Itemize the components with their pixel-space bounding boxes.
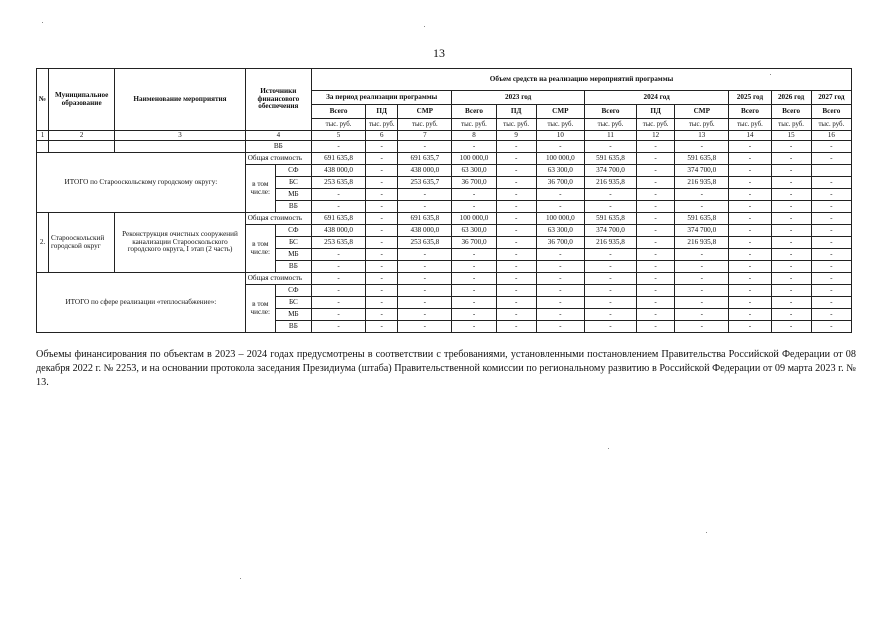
column-number: 1	[37, 131, 49, 141]
value-cell: 374 700,0	[584, 225, 636, 237]
project-event: Реконструкция очистных сооружений канализации Старооскольского городского округа, I этап (2 часть)	[115, 213, 245, 273]
value-cell: -	[637, 141, 675, 153]
value-cell: -	[496, 153, 536, 165]
value-cell: -	[729, 225, 771, 237]
value-cell: -	[811, 309, 851, 321]
sub-header: Всего	[811, 105, 851, 119]
value-cell: -	[496, 237, 536, 249]
value-cell: -	[729, 285, 771, 297]
source-cell: БС	[275, 297, 311, 309]
value-cell: 216 935,8	[675, 177, 729, 189]
value-cell: -	[811, 237, 851, 249]
value-cell: -	[366, 201, 398, 213]
value-cell: -	[771, 201, 811, 213]
value-cell: -	[771, 273, 811, 285]
value-cell: -	[496, 189, 536, 201]
year-2025-header: 2025 год	[729, 91, 771, 105]
sub-header: Всего	[311, 105, 365, 119]
source-cell: ВБ	[275, 321, 311, 333]
value-cell: -	[675, 249, 729, 261]
year-2023-header: 2023 год	[452, 91, 584, 105]
value-cell: -	[366, 141, 398, 153]
value-cell: -	[536, 201, 584, 213]
column-number: 6	[366, 131, 398, 141]
value-cell: 691 635,7	[398, 153, 452, 165]
unit-cell: тыс. руб.	[311, 119, 365, 131]
source-cell: БС	[275, 177, 311, 189]
column-number: 4	[245, 131, 311, 141]
value-cell: 253 635,7	[398, 177, 452, 189]
value-cell: -	[496, 165, 536, 177]
column-number: 2	[49, 131, 115, 141]
value-cell: 253 635,8	[311, 177, 365, 189]
unit-cell: тыс. руб.	[452, 119, 496, 131]
value-cell: -	[496, 285, 536, 297]
source-cell: Общая стоимость	[245, 213, 311, 225]
value-cell: -	[366, 213, 398, 225]
value-cell: -	[771, 165, 811, 177]
table-row	[37, 141, 852, 153]
value-cell: -	[584, 297, 636, 309]
value-cell: -	[637, 213, 675, 225]
value-cell: -	[637, 177, 675, 189]
sub-header: Всего	[584, 105, 636, 119]
value-cell: 438 000,0	[311, 165, 365, 177]
value-cell: -	[366, 309, 398, 321]
value-cell: -	[536, 189, 584, 201]
value-cell: -	[675, 201, 729, 213]
value-cell: -	[452, 297, 496, 309]
value-cell: -	[398, 201, 452, 213]
column-number: 3	[115, 131, 245, 141]
value-cell: -	[584, 141, 636, 153]
value-cell: -	[366, 225, 398, 237]
value-cell: -	[771, 237, 811, 249]
value-cell: -	[637, 201, 675, 213]
value-cell: -	[398, 285, 452, 297]
column-number: 11	[584, 131, 636, 141]
unit-cell: тыс. руб.	[398, 119, 452, 131]
value-cell	[811, 165, 851, 177]
column-number: 16	[811, 131, 851, 141]
value-cell: -	[675, 321, 729, 333]
itogo-sphere-label: ИТОГО по сфере реализации «теплоснабжение»:	[37, 273, 246, 333]
value-cell: -	[311, 261, 365, 273]
incl-label: в том числе:	[245, 225, 275, 273]
column-number: 13	[675, 131, 729, 141]
project-municipality: Старооскольский городской округ	[49, 213, 115, 273]
value-cell: 36 700,0	[452, 177, 496, 189]
value-cell: -	[311, 321, 365, 333]
value-cell: -	[311, 141, 365, 153]
value-cell: -	[366, 273, 398, 285]
value-cell: -	[771, 249, 811, 261]
value-cell: -	[584, 189, 636, 201]
value-cell: -	[637, 225, 675, 237]
col-no-header: №	[37, 69, 49, 131]
value-cell: -	[366, 249, 398, 261]
value-cell: -	[496, 141, 536, 153]
unit-cell: тыс. руб.	[675, 119, 729, 131]
value-cell: -	[496, 309, 536, 321]
value-cell: 374 700,0	[584, 165, 636, 177]
scan-speck	[42, 22, 43, 23]
source-cell: Общая стоимость	[245, 153, 311, 165]
value-cell: -	[729, 321, 771, 333]
value-cell: -	[637, 273, 675, 285]
value-cell: -	[675, 141, 729, 153]
value-cell: -	[496, 249, 536, 261]
value-cell: -	[496, 297, 536, 309]
value-cell: 63 300,0	[536, 225, 584, 237]
value-cell: -	[584, 201, 636, 213]
value-cell: -	[811, 141, 851, 153]
value-cell: 691 635,8	[311, 213, 365, 225]
value-cell: -	[811, 153, 851, 165]
value-cell: -	[398, 189, 452, 201]
value-cell: -	[771, 285, 811, 297]
value-cell: -	[584, 321, 636, 333]
value-cell: -	[584, 273, 636, 285]
source-cell: СФ	[275, 165, 311, 177]
value-cell: -	[771, 213, 811, 225]
value-cell: -	[452, 201, 496, 213]
value-cell: -	[366, 261, 398, 273]
value-cell: -	[536, 285, 584, 297]
page-number: 13	[433, 46, 445, 60]
value-cell: -	[366, 165, 398, 177]
value-cell: -	[637, 321, 675, 333]
column-number: 14	[729, 131, 771, 141]
col-sources-header: Источники финансового обеспечения	[245, 69, 311, 131]
value-cell: -	[811, 261, 851, 273]
value-cell: -	[366, 189, 398, 201]
sub-header: Всего	[452, 105, 496, 119]
value-cell: -	[452, 309, 496, 321]
scan-speck	[608, 448, 609, 449]
unit-cell: тыс. руб.	[496, 119, 536, 131]
value-cell: -	[366, 237, 398, 249]
value-cell: -	[637, 249, 675, 261]
unit-cell: тыс. руб.	[771, 119, 811, 131]
value-cell: -	[811, 201, 851, 213]
value-cell: -	[311, 189, 365, 201]
value-cell: -	[366, 177, 398, 189]
value-cell: -	[811, 213, 851, 225]
value-cell: 36 700,0	[536, 177, 584, 189]
unit-cell: тыс. руб.	[366, 119, 398, 131]
value-cell: 591 635,8	[584, 213, 636, 225]
column-number: 5	[311, 131, 365, 141]
value-cell: -	[366, 285, 398, 297]
value-cell: -	[771, 309, 811, 321]
value-cell: -	[452, 273, 496, 285]
value-cell: 374 700,0	[675, 165, 729, 177]
value-cell: -	[398, 321, 452, 333]
value-cell: -	[452, 141, 496, 153]
value-cell: -	[729, 189, 771, 201]
value-cell: -	[311, 309, 365, 321]
value-cell: -	[311, 249, 365, 261]
project-no: 2.	[37, 213, 49, 273]
value-cell: 63 300,0	[452, 165, 496, 177]
scan-speck	[770, 74, 771, 75]
value-cell: 216 935,8	[584, 177, 636, 189]
source-cell: ВБ	[275, 261, 311, 273]
value-cell: -	[311, 273, 365, 285]
value-cell: -	[811, 273, 851, 285]
source-cell: ВБ	[245, 141, 311, 153]
column-number: 8	[452, 131, 496, 141]
value-cell: -	[675, 297, 729, 309]
value-cell: -	[771, 177, 811, 189]
source-cell: Общая стоимость	[245, 273, 311, 285]
column-number: 7	[398, 131, 452, 141]
value-cell: -	[729, 297, 771, 309]
value-cell: -	[771, 225, 811, 237]
source-cell: СФ	[275, 285, 311, 297]
value-cell: 216 935,8	[584, 237, 636, 249]
value-cell: -	[496, 213, 536, 225]
value-cell: -	[729, 309, 771, 321]
value-cell: -	[771, 261, 811, 273]
value-cell: -	[637, 261, 675, 273]
year-2026-header: 2026 год	[771, 91, 811, 105]
table-row	[37, 153, 852, 165]
value-cell: -	[496, 273, 536, 285]
column-number: 15	[771, 131, 811, 141]
value-cell: -	[811, 249, 851, 261]
col-funds-header: Объем средств на реализацию мероприятий программы	[311, 69, 851, 91]
value-cell: 63 300,0	[536, 165, 584, 177]
sub-header: Всего	[771, 105, 811, 119]
value-cell: -	[637, 189, 675, 201]
value-cell: -	[771, 153, 811, 165]
sub-header: Всего	[729, 105, 771, 119]
value-cell: -	[496, 321, 536, 333]
financing-note: Объемы финансирования по объектам в 2023 – 2024 годах предусмотрены в соответствии с требованиями, установленными постановлением Правительства Российской Федерации от 08 декабря 2022 г. № 2253, и на основании протокола заседания Президиума (штаба) Правительственной комиссии по региональному развитию в Российской Федерации от 09 марта 2023 г. № 13.	[36, 349, 856, 388]
value-cell: -	[584, 309, 636, 321]
value-cell: -	[811, 321, 851, 333]
value-cell: -	[496, 261, 536, 273]
value-cell: -	[496, 225, 536, 237]
value-cell: -	[584, 261, 636, 273]
value-cell: -	[452, 249, 496, 261]
value-cell: -	[811, 225, 851, 237]
value-cell: -	[637, 153, 675, 165]
value-cell: 36 700,0	[452, 237, 496, 249]
value-cell: -	[771, 189, 811, 201]
value-cell: -	[452, 321, 496, 333]
value-cell: 438 000,0	[398, 165, 452, 177]
value-cell: -	[729, 213, 771, 225]
value-cell: 253 635,8	[398, 237, 452, 249]
value-cell: -	[811, 189, 851, 201]
source-cell: МБ	[275, 309, 311, 321]
value-cell: -	[729, 201, 771, 213]
value-cell: -	[496, 177, 536, 189]
value-cell: -	[398, 309, 452, 321]
value-cell: -	[452, 261, 496, 273]
value-cell: 438 000,0	[398, 225, 452, 237]
value-cell: 216 935,8	[675, 237, 729, 249]
value-cell: -	[771, 321, 811, 333]
value-cell: -	[536, 249, 584, 261]
table-row	[37, 213, 852, 225]
itogo-label: ИТОГО по Старооскольскому городскому округу:	[37, 153, 246, 213]
value-cell: -	[452, 285, 496, 297]
value-cell: -	[366, 321, 398, 333]
value-cell: -	[729, 249, 771, 261]
unit-cell: тыс. руб.	[811, 119, 851, 131]
value-cell: -	[452, 189, 496, 201]
value-cell: -	[637, 297, 675, 309]
unit-cell: тыс. руб.	[584, 119, 636, 131]
source-cell: СФ	[275, 225, 311, 237]
value-cell: -	[771, 297, 811, 309]
unit-cell: тыс. руб.	[729, 119, 771, 131]
value-cell: -	[366, 297, 398, 309]
value-cell: -	[675, 261, 729, 273]
value-cell: -	[637, 309, 675, 321]
value-cell: -	[398, 141, 452, 153]
unit-cell: тыс. руб.	[637, 119, 675, 131]
source-cell: ВБ	[275, 201, 311, 213]
col-event-header: Наименование мероприятия	[115, 69, 245, 131]
scan-speck	[706, 532, 707, 533]
value-cell: -	[536, 321, 584, 333]
value-cell: 100 000,0	[452, 213, 496, 225]
sub-header: ПД	[496, 105, 536, 119]
value-cell: -	[811, 177, 851, 189]
value-cell: 36 700,0	[536, 237, 584, 249]
value-cell: -	[637, 165, 675, 177]
value-cell: -	[398, 273, 452, 285]
value-cell: 100 000,0	[452, 153, 496, 165]
period-total-header: За период реализации программы	[311, 91, 451, 105]
value-cell: -	[496, 201, 536, 213]
value-cell: -	[729, 177, 771, 189]
sub-header: СМР	[675, 105, 729, 119]
value-cell: -	[311, 201, 365, 213]
value-cell: -	[311, 297, 365, 309]
value-cell: -	[729, 165, 771, 177]
value-cell: -	[536, 261, 584, 273]
column-number: 12	[637, 131, 675, 141]
financing-table	[36, 68, 852, 333]
value-cell: -	[637, 285, 675, 297]
value-cell: -	[729, 141, 771, 153]
value-cell: 374 700,0	[675, 225, 729, 237]
col-municipality-header: Муниципальное образование	[49, 69, 115, 131]
value-cell: -	[637, 237, 675, 249]
value-cell: 591 635,8	[584, 153, 636, 165]
value-cell: -	[398, 249, 452, 261]
value-cell: -	[675, 285, 729, 297]
value-cell: 691 635,8	[398, 213, 452, 225]
value-cell: -	[366, 153, 398, 165]
source-cell: БС	[275, 237, 311, 249]
value-cell: 100 000,0	[536, 153, 584, 165]
value-cell: -	[398, 261, 452, 273]
value-cell: -	[729, 273, 771, 285]
year-2024-header: 2024 год	[584, 91, 728, 105]
incl-label: в том числе:	[245, 285, 275, 333]
value-cell: -	[675, 309, 729, 321]
value-cell: -	[771, 141, 811, 153]
year-2027-header: 2027 год	[811, 91, 851, 105]
value-cell: 591 635,8	[675, 213, 729, 225]
source-cell: МБ	[275, 189, 311, 201]
value-cell: -	[729, 237, 771, 249]
source-cell: МБ	[275, 249, 311, 261]
value-cell: -	[584, 285, 636, 297]
value-cell: -	[311, 285, 365, 297]
value-cell: 691 635,8	[311, 153, 365, 165]
value-cell: 438 000,0	[311, 225, 365, 237]
value-cell: -	[536, 297, 584, 309]
value-cell: -	[811, 285, 851, 297]
sub-header: СМР	[398, 105, 452, 119]
value-cell: -	[811, 297, 851, 309]
value-cell: 591 635,8	[675, 153, 729, 165]
value-cell: -	[675, 273, 729, 285]
sub-header: СМР	[536, 105, 584, 119]
value-cell: 100 000,0	[536, 213, 584, 225]
value-cell: -	[675, 189, 729, 201]
value-cell: -	[729, 153, 771, 165]
incl-label: в том числе:	[245, 165, 275, 213]
column-number: 9	[496, 131, 536, 141]
column-number: 10	[536, 131, 584, 141]
value-cell: -	[729, 261, 771, 273]
value-cell: -	[536, 141, 584, 153]
value-cell: -	[584, 249, 636, 261]
value-cell: 63 300,0	[452, 225, 496, 237]
sub-header: ПД	[637, 105, 675, 119]
value-cell: -	[536, 309, 584, 321]
value-cell: 253 635,8	[311, 237, 365, 249]
table-row	[37, 273, 852, 285]
scan-speck	[424, 26, 425, 27]
value-cell: -	[536, 273, 584, 285]
value-cell: -	[398, 297, 452, 309]
sub-header: ПД	[366, 105, 398, 119]
unit-cell: тыс. руб.	[536, 119, 584, 131]
scan-speck	[240, 578, 241, 579]
